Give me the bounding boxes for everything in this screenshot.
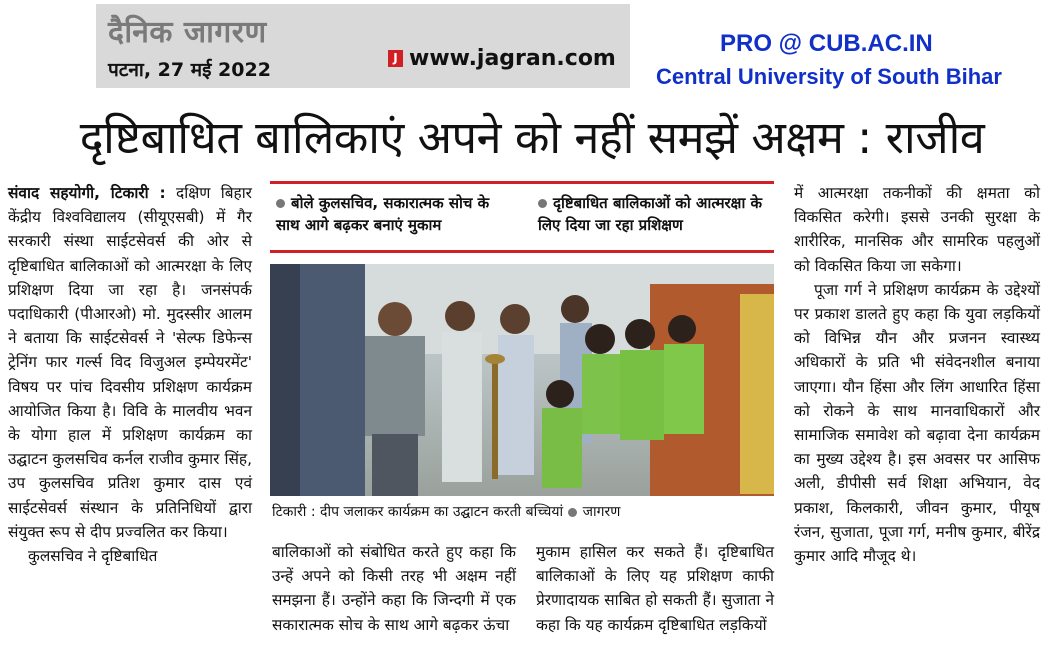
- column-1-text: दक्षिण बिहार केंद्रीय विश्वविद्यालय (सीयूएसबी) में गैर सरकारी संस्था साईटसेवर्स की ओर से दृष्टिबाधित बालिकाओं को आत्मरक्षा के लिए प्रशिक्षण दिया जा रहा है। जनसंपर्क पदाधिकारी (पीआरओ) मो. मुदस्सीर आलम ने बताया कि साईटसेवर्स ने 'सेल्फ डिफेन्स ट्रेनिंग फार गर्ल्स विद विजुअल इम्पेयरमेंट' विषय पर पांच दिवसीय प्रशिक्षण कार्यक्रम आयोजित किया है। विवि के मालवीय भवन के योगा हाल में प्रशिक्षण कार्यक्रम का उद्घाटन कुलसचिव कर्नल राजीव कुमार सिंह, उप कुलसचिव प्रतिश कुमार दास एवं साईटसेवर्स संस्थान के प्रतिनिधियों द्वारा संयुक्त रूप से दीप प्रज्वलित कर किया।: [8, 184, 252, 541]
- highlight-2-text: दृष्टिबाधित बालिकाओं को आत्मरक्षा के लिए दिया जा रहा प्रशिक्षण: [538, 194, 763, 234]
- article-column-2: [272, 540, 516, 637]
- article-headline: दृष्टिबाधित बालिकाएं अपने को नहीं समझें अक्षम : राजीव: [79, 111, 985, 164]
- article-dateline: संवाद सहयोगी, टिकारी :: [8, 184, 166, 202]
- article-column-3: [536, 540, 774, 637]
- article-column-1: [8, 181, 252, 568]
- bullet-icon: [276, 199, 285, 208]
- column-3-text: मुकाम हासिल कर सकते हैं। दृष्टिबाधित बालिकाओं के लिए यह प्रशिक्षण काफी प्रेरणादायक साबित हो सकती हैं। सुजाता ने कहा कि यह कार्यक्रम दृष्टिबाधित लड़कियों: [536, 543, 774, 634]
- highlight-1-text: बोले कुलसचिव, सकारात्मक सोच के साथ आगे बढ़कर बनाएं मुकाम: [276, 194, 490, 234]
- photo-illustration: [270, 264, 774, 496]
- website-url: www.jagran.com: [409, 46, 616, 71]
- website: [388, 46, 616, 71]
- article-column-4: [794, 181, 1040, 568]
- column-2-text: बालिकाओं को संबोधित करते हुए कहा कि उन्हें अपने को किसी तरह भी अक्षम नहीं समझना हैं। उन्होंने कहा कि जिन्दगी में एक सकारात्मक सोच के साथ आगे बढ़कर ऊंचा: [272, 543, 516, 634]
- newspaper-masthead: [96, 4, 630, 88]
- bullet-icon: [568, 508, 577, 517]
- jagran-logo-icon: J: [388, 50, 403, 67]
- photo-credit: जागरण: [582, 504, 621, 520]
- column-4-paragraph-2: पूजा गर्ग ने प्रशिक्षण कार्यक्रम के उद्देश्यों पर प्रकाश डालते हुए कहा कि युवा लड़कियों को विभिन्न यौन और प्रजनन स्वास्थ्य अधिकारों के प्रति भी संवेदनशील बनाया जाएगा। यौन हिंसा और लिंग आधारित हिंसा को रोकने के साथ मानवाधिकारों और सामाजिक समावेश को बढ़ावा देना कार्यक्रम का मुख्य उद्देश्य है। इस अवसर पर आसिफ अली, डीपीसी सर्व शिक्षा अभियान, वेद प्रकाश, किलकारी, जीवन कुमार, पीयूष रंजन, सुजाता, पूजा गर्ग, मनीष कुमार, बीरेंद्र कुमार आदि मौजूद थे।: [794, 280, 1040, 566]
- column-4-paragraph-1: में आत्मरक्षा तकनीकों की क्षमता को विकसित करेगी। इससे उनकी सुरक्षा के शारीरिक, मानसिक और सामरिक पहलुओं को विकसित किया जा सकेगा।: [794, 184, 1040, 275]
- newspaper-name: दैनिक जागरण: [108, 15, 267, 50]
- caption-text: टिकारी : दीप जलाकर कार्यक्रम का उद्घाटन करती बच्चियां: [272, 504, 564, 520]
- pro-credit: PRO @ CUB.AC.IN: [720, 30, 933, 57]
- university-credit: Central University of South Bihar: [656, 64, 1002, 89]
- bullet-icon: [538, 199, 547, 208]
- highlight-bottom-rule: [270, 250, 774, 253]
- photo-caption: [272, 502, 772, 521]
- highlight-1: [276, 192, 516, 236]
- column-1-last-line: कुलसचिव ने दृष्टिबाधित: [28, 547, 158, 566]
- highlight-top-rule: [270, 181, 774, 184]
- news-photo: [270, 264, 774, 496]
- highlight-2: [538, 192, 774, 236]
- edition-dateline: पटना, 27 मई 2022: [108, 59, 271, 81]
